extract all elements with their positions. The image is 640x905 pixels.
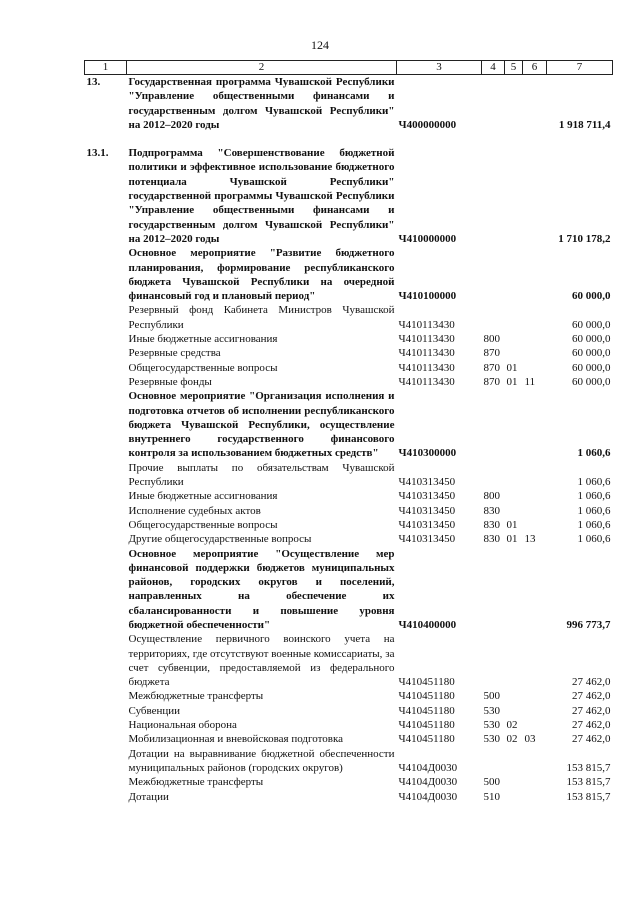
amount: 1 060,6: [577, 504, 611, 517]
target-code: Ч410451180: [398, 733, 455, 746]
table-row: [85, 775, 613, 789]
subsection-code: [523, 389, 547, 460]
row-number: [85, 303, 127, 332]
table-row: [85, 146, 613, 246]
budget-table: [84, 60, 613, 804]
section-code: [505, 689, 523, 703]
row-number: [85, 747, 127, 776]
amount: 1 060,6: [577, 518, 611, 531]
amount: 27 462,0: [572, 704, 611, 717]
target-code: Ч410400000: [398, 618, 457, 631]
row-name: Исполнение судебных актов: [128, 504, 261, 517]
section-code: [505, 246, 523, 303]
subsection-code: [523, 775, 547, 789]
target-code: Ч4104Д0030: [398, 776, 458, 789]
row-number: [85, 518, 127, 532]
subsection-code: [523, 346, 547, 360]
table-header-row: [85, 61, 613, 75]
row-number: [85, 532, 127, 546]
amount: 27 462,0: [572, 690, 611, 703]
row-name: Межбюджетные трансферты: [128, 776, 264, 789]
amount: 27 462,0: [572, 719, 611, 732]
target-code: Ч410113430: [398, 375, 455, 388]
table-row: [85, 718, 613, 732]
subsection-code: [523, 461, 547, 490]
amount: 60 000,0: [572, 347, 611, 360]
expense-type: 800: [483, 333, 500, 346]
section-code: [505, 704, 523, 718]
table-row: [85, 346, 613, 360]
row-name: Национальная оборона: [128, 719, 237, 732]
table-row: [85, 632, 613, 689]
target-code: Ч410313450: [398, 518, 456, 531]
subsection-code: [523, 790, 547, 804]
row-number: [85, 246, 127, 303]
amount: 1 060,6: [577, 490, 611, 503]
section-code: [505, 332, 523, 346]
row-number: [85, 632, 127, 689]
table-row: [85, 747, 613, 776]
section-code: 02: [506, 719, 518, 732]
subsection-code: [523, 303, 547, 332]
target-code: Ч410300000: [398, 447, 457, 460]
header-cell: 7: [547, 61, 613, 75]
row-number: [85, 732, 127, 746]
expense-type: [482, 547, 505, 633]
row-name: Резервные средства: [128, 347, 221, 360]
row-number: [85, 547, 127, 633]
expense-type: 870: [483, 347, 500, 360]
expense-type: 500: [483, 690, 500, 703]
target-code: Ч410451180: [398, 690, 455, 703]
section-code: [505, 775, 523, 789]
expense-type: 870: [483, 375, 500, 388]
row-number: [85, 704, 127, 718]
table-row: [85, 689, 613, 703]
amount: 1 918 711,4: [558, 118, 611, 131]
table-row: [85, 246, 613, 303]
row-number: [85, 389, 127, 460]
row-number: [85, 718, 127, 732]
subsection-code: 11: [524, 375, 536, 388]
table-row: [85, 518, 613, 532]
row-spacer: [85, 132, 613, 146]
table-row: [85, 75, 613, 133]
amount: 60 000,0: [572, 361, 611, 374]
section-code: 02: [506, 733, 518, 746]
target-code: Ч410000000: [398, 232, 457, 245]
subsection-code: 13: [524, 533, 536, 546]
target-code: Ч410113430: [398, 361, 455, 374]
amount: 1 060,6: [577, 447, 611, 460]
amount: 60 000,0: [572, 333, 611, 346]
amount: 153 815,7: [566, 790, 611, 803]
row-number: [85, 361, 127, 375]
row-number: [85, 346, 127, 360]
subsection-code: 03: [524, 733, 536, 746]
target-code: Ч410100000: [398, 290, 457, 303]
subsection-code: [523, 547, 547, 633]
section-code: [505, 303, 523, 332]
expense-type: [482, 246, 505, 303]
row-name: Дотации на выравнивание бюджетной обеспеченности муниципальных районов (городских округов): [128, 747, 395, 774]
row-name: Государственная программа Чувашской Республики "Управление общественными финансами и государственным долгом Чувашской Республики" на 2012–2020 годы: [128, 76, 395, 131]
target-code: Ч400000000: [398, 118, 457, 131]
row-number: [85, 489, 127, 503]
table-row: [85, 790, 613, 804]
table-row: [85, 489, 613, 503]
subsection-code: [523, 361, 547, 375]
row-name: Общегосударственные вопросы: [128, 518, 278, 531]
row-number: [85, 775, 127, 789]
subsection-code: [523, 332, 547, 346]
table-row: [85, 361, 613, 375]
row-number: [85, 504, 127, 518]
row-name: Общегосударственные вопросы: [128, 361, 278, 374]
row-name: Прочие выплаты по обязательствам Чувашской Республики: [128, 461, 395, 489]
row-name: Резервный фонд Кабинета Министров Чувашской Республики: [128, 304, 395, 331]
section-code: [505, 146, 523, 246]
header-cell: 3: [397, 61, 482, 75]
expense-type: 800: [483, 490, 500, 503]
row-name: Основное мероприятие "Осуществление мер финансовой поддержки бюджетов муниципальных районов, городских округов и поселений, направленных на обеспечение их сбалансированности и повышение уровня бюджетной обеспеченности": [128, 547, 395, 631]
amount: 996 773,7: [566, 618, 611, 631]
table-row: [85, 504, 613, 518]
row-number: [85, 332, 127, 346]
expense-type: 530: [483, 733, 500, 746]
amount: 1 060,6: [577, 533, 611, 546]
target-code: Ч410451180: [398, 719, 455, 732]
expense-type: 830: [483, 504, 500, 517]
section-code: [505, 790, 523, 804]
row-number: [85, 461, 127, 490]
target-code: Ч410313450: [398, 533, 456, 546]
expense-type: [482, 75, 505, 133]
expense-type: [482, 303, 505, 332]
row-name: Другие общегосударственные вопросы: [128, 533, 312, 546]
table-row: [85, 461, 613, 490]
expense-type: 500: [483, 776, 500, 789]
subsection-code: [523, 246, 547, 303]
target-code: Ч410113430: [398, 347, 455, 360]
section-code: 01: [506, 518, 518, 531]
row-name: Резервные фонды: [128, 375, 212, 388]
table-row: [85, 532, 613, 546]
amount: 1 060,6: [577, 476, 611, 489]
target-code: Ч410451180: [398, 676, 455, 689]
table-row: [85, 704, 613, 718]
header-cell: 1: [85, 61, 127, 75]
section-code: [505, 489, 523, 503]
subsection-code: [523, 75, 547, 133]
row-name: Подпрограмма "Совершенствование бюджетной политики и эффективное использование бюджетного потенциала Чувашской Республики" государственной программы Чувашской Республики "Управление общественными финансами и государственным долгом Чувашской Республики" на 2012–2020 годы: [128, 147, 395, 245]
table-row: [85, 732, 613, 746]
amount: 153 815,7: [566, 761, 611, 774]
row-number: [85, 375, 127, 389]
section-code: [505, 461, 523, 490]
section-code: [505, 547, 523, 633]
row-name: Межбюджетные трансферты: [128, 690, 264, 703]
section-code: [505, 346, 523, 360]
subsection-code: [523, 146, 547, 246]
table-row: [85, 389, 613, 460]
section-code: [505, 504, 523, 518]
target-code: Ч410313450: [398, 476, 456, 489]
target-code: Ч4104Д0030: [398, 761, 458, 774]
expense-type: [482, 146, 505, 246]
subsection-code: [523, 704, 547, 718]
row-number: [85, 790, 127, 804]
expense-type: 510: [483, 790, 500, 803]
subsection-code: [523, 747, 547, 776]
amount: 27 462,0: [572, 676, 611, 689]
section-code: [505, 632, 523, 689]
header-cell: 6: [523, 61, 547, 75]
row-name: Субвенции: [128, 704, 181, 717]
row-number: 13.1.: [86, 147, 109, 160]
header-cell: 4: [482, 61, 505, 75]
expense-type: [482, 461, 505, 490]
page-number: 124: [311, 38, 329, 52]
amount: 1 710 178,2: [558, 232, 611, 245]
subsection-code: [523, 718, 547, 732]
row-number: 13.: [86, 76, 101, 88]
amount: 27 462,0: [572, 733, 611, 746]
amount: 60 000,0: [572, 318, 611, 331]
expense-type: 530: [483, 704, 500, 717]
section-code: 01: [506, 533, 518, 546]
header-cell: 5: [505, 61, 523, 75]
expense-type: 830: [483, 533, 500, 546]
target-code: Ч410113430: [398, 318, 455, 331]
amount: 60 000,0: [572, 375, 611, 388]
row-number: [85, 689, 127, 703]
row-name: Мобилизационная и вневойсковая подготовка: [128, 733, 344, 746]
header-cell: 2: [127, 61, 397, 75]
expense-type: 830: [483, 518, 500, 531]
expense-type: [482, 632, 505, 689]
target-code: Ч4104Д0030: [398, 790, 458, 803]
table-row: [85, 303, 613, 332]
target-code: Ч410113430: [398, 333, 455, 346]
row-name: Иные бюджетные ассигнования: [128, 490, 278, 503]
table-row: [85, 332, 613, 346]
expense-type: 870: [483, 361, 500, 374]
section-code: [505, 389, 523, 460]
table-row: [85, 375, 613, 389]
amount: 153 815,7: [566, 776, 611, 789]
row-name: Основное мероприятие "Развитие бюджетного планирования, формирование республиканского бюджета Чувашской Республики на очередной финансовый год и плановый период": [128, 247, 395, 303]
subsection-code: [523, 489, 547, 503]
target-code: Ч410451180: [398, 704, 455, 717]
section-code: 01: [506, 375, 518, 388]
row-name: Осуществление первичного воинского учета на территориях, где отсутствуют военные комиссариаты, за счет субвенции, предоставляемой из федерального бюджета: [128, 633, 395, 689]
section-code: 01: [506, 361, 518, 374]
target-code: Ч410313450: [398, 504, 456, 517]
target-code: Ч410313450: [398, 490, 456, 503]
table-row: [85, 547, 613, 633]
amount: 60 000,0: [572, 290, 611, 303]
expense-type: [482, 389, 505, 460]
expense-type: 530: [483, 719, 500, 732]
subsection-code: [523, 689, 547, 703]
row-name: Иные бюджетные ассигнования: [128, 333, 278, 346]
subsection-code: [523, 504, 547, 518]
row-name: Дотации: [128, 790, 169, 803]
row-name: Основное мероприятие "Организация исполнения и подготовка отчетов об исполнении республиканского бюджета Чувашской Республики, осуществление внутреннего государственного финансового контроля за использованием бюджетных средств": [128, 390, 395, 460]
section-code: [505, 75, 523, 133]
expense-type: [482, 747, 505, 776]
section-code: [505, 747, 523, 776]
subsection-code: [523, 518, 547, 532]
subsection-code: [523, 632, 547, 689]
